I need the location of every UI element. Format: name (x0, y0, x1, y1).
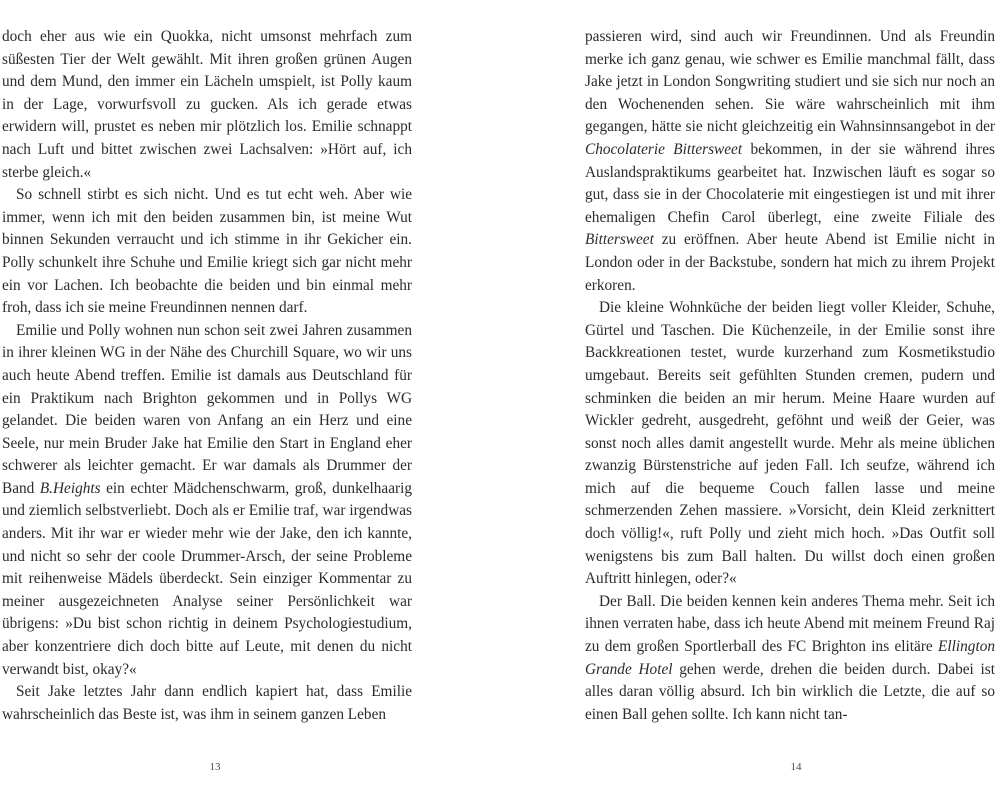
text-run: Emilie und Polly wohnen nun schon seit zwei Jahren zusammen in ihrer kleinen WG in der Nähe des Churchill Square, wo wir uns auch heute Abend treffen. Emilie ist damals aus Deutschland für ein Praktikum nach Brighton gekommen und in Pollys WG gelandet. Die beiden waren von Anfang an ein Herz und eine Seele, nur mein Bruder Jake hat Emilie den Start in England eher schwerer als leichter gemacht. Er war damals als Drummer der Band (2, 321, 412, 497)
paragraph: Die kleine Wohnküche der beiden liegt voller Kleider, Schuhe, Gürtel und Taschen. Die Küchenzeile, in der Emilie sonst ihre Backkreationen testet, wurde kurzerhand zum Kosmetikstudio umgebaut. Bereits seit gefühlten Stunden cremen, pudern und schminken die beiden an mir herum. Meine Haare wurden auf Wickler gedreht, ausgedreht, geföhnt und weiß der Geier, was sonst noch alles damit angestellt wurde. Mehr als meine üblichen zwanzig Bürstenstriche auf jeden Fall. Ich seufze, während ich mich auf die bequeme Couch fallen lasse und meine schmerzenden Zehen massiere. »Vorsicht, dein Kleid zerknittert doch völlig!«, ruft Polly und zieht mich hoch. »Das Outfit soll wenigstens bis zum Ball halten. Du willst doch einen großen Auftritt hinlegen, oder?« (585, 299, 995, 588)
paragraph: So schnell stirbt es sich nicht. Und es tut echt weh. Aber wie immer, wenn ich mit den beiden zusammen bin, ist meine Wut binnen Sekunden verraucht und ich stimme in ihr Gekicher ein. Polly schunkelt ihre Schuhe und Emilie kriegt sich gar nicht mehr ein vor Lachen. Ich beobachte die beiden und bin einmal mehr froh, dass ich sie meine Freundinnen nennen darf. (2, 186, 412, 317)
band-name: B.Heights (39, 479, 101, 497)
text-run: ein echter Mädchenschwarm, groß, dunkelhaarig und ziemlich selbstverliebt. Doch als er Emilie traf, war irgendwas anders. Mit ihr war er wieder mehr wie der Jake, den ich kannte, und nicht so sehr der coole Drummer-Arsch, der seine Probleme mit reihenweise Mädels überdeckt. Sein einziger Kommentar zu meiner ausgezeichneten Analyse seiner Persönlichkeit war übrigens: »Du bist schon richtig in deinem Psychologiestudium, aber konzentriere dich doch bitte auf Leute, mit denen du nicht verwandt bist, okay?« (2, 479, 412, 678)
text-run: Der Ball. Die beiden kennen kein anderes Thema mehr. Seit ich ihnen verraten habe, dass ich heute Abend mit meinem Freund Raj zu dem großen Sportlerball des FC Brighton ins elitäre (585, 592, 995, 656)
paragraph (585, 591, 995, 727)
paragraph (2, 320, 412, 682)
text-run: bekommen, in der sie während ihres Auslandspraktikums gearbeitet hat. Inzwischen läuft es sogar so gut, dass sie in der Chocolaterie mit eingestiegen ist und mit ihrer ehemaligen Chefin Carol überlegt, eine zweite Filiale des (585, 140, 996, 226)
text-run: zu eröffnen. Aber heute Abend ist Emilie nicht in London oder in der Backstube, sondern hat mich zu ihrem Projekt erkoren. (585, 231, 995, 294)
shop-name: Bittersweet (585, 231, 654, 249)
paragraph: Seit Jake letztes Jahr dann endlich kapiert hat, dass Emilie wahrscheinlich das Beste ist, was ihm in seinem ganzen Leben (2, 683, 412, 723)
paragraph (585, 26, 995, 297)
shop-name: Chocolaterie Bittersweet (585, 140, 743, 158)
text-run: passieren wird, sind auch wir Freundinnen. Und als Freundin merke ich ganz genau, wie schwer es Emilie manchmal fällt, dass Jake jetzt in London Songwriting studiert und sie sich nur noch an den Wochenenden sehen. Sie wäre wahrscheinlich mit ihm gegangen, hätte sie nicht gleichzeitig ein Wahnsinnsangebot in der (585, 28, 995, 136)
hotel-name: Ellington Grande Hotel (585, 638, 995, 678)
page-number-right: 14 (790, 761, 802, 773)
right-page (585, 26, 995, 726)
left-page (2, 26, 412, 726)
paragraph: doch eher aus wie ein Quokka, nicht umsonst mehrfach zum süßesten Tier der Welt gewählt. Mit ihren großen grünen Augen und dem Mund, den immer ein Lächeln umspielt, ist Polly kaum in der Lage, vorwurfsvoll zu gucken. Als ich gerade etwas erwidern will, prustet es neben mir plötzlich los. Emilie schnappt nach Luft und bittet zwischen zwei Lachsalven: »Hört auf, ich sterbe gleich.« (2, 28, 412, 181)
page-number-left: 13 (209, 761, 221, 773)
text-run: gehen werde, drehen die beiden durch. Dabei ist alles daran völlig absurd. Ich bin wirklich die Letzte, die auf so einen Ball gehen sollte. Ich kann nicht tan- (585, 660, 995, 723)
